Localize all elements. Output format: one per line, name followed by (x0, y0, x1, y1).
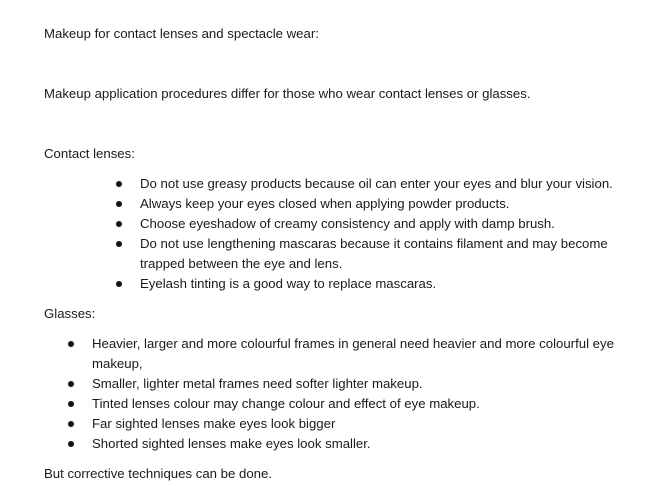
list-item-text: Do not use greasy products because oil can enter your eyes and blur your vision. (140, 176, 613, 191)
list-item (92, 334, 637, 374)
list-item (140, 194, 630, 214)
list-item-text: Always keep your eyes closed when applying powder products. (140, 196, 510, 211)
bullet-icon (68, 441, 74, 447)
list-item-text: Choose eyeshadow of creamy consistency and apply with damp brush. (140, 216, 555, 231)
glasses-list (92, 334, 637, 454)
list-item (140, 274, 630, 294)
list-item-text: Shorted sighted lenses make eyes look smaller. (92, 436, 371, 451)
glasses-label: Glasses: (44, 306, 96, 321)
bullet-icon (116, 201, 122, 207)
bullet-icon (116, 281, 122, 287)
contact-lenses-label: Contact lenses: (44, 146, 135, 161)
list-item (92, 394, 637, 414)
list-item-text: Eyelash tinting is a good way to replace mascaras. (140, 276, 437, 291)
bullet-icon (116, 241, 122, 247)
list-item (92, 414, 637, 434)
document-heading: Makeup for contact lenses and spectacle wear: (44, 26, 319, 41)
bullet-icon (68, 341, 74, 347)
contact-lenses-list (140, 174, 630, 294)
bullet-icon (68, 401, 74, 407)
intro-paragraph: Makeup application procedures differ for those who wear contact lenses or glasses. (44, 86, 531, 101)
list-item (140, 214, 630, 234)
list-item-text: Smaller, lighter metal frames need softer lighter makeup. (92, 376, 423, 391)
closing-paragraph: But corrective techniques can be done. (44, 466, 272, 481)
list-item (140, 234, 630, 274)
list-item (92, 434, 637, 454)
bullet-icon (116, 181, 122, 187)
list-item-text: Far sighted lenses make eyes look bigger (92, 416, 336, 431)
bullet-icon (116, 221, 122, 227)
list-item (140, 174, 630, 194)
list-item-text: Heavier, larger and more colourful frames in general need heavier and more colourful eye makeup, (92, 336, 614, 371)
bullet-icon (68, 381, 74, 387)
list-item (92, 374, 637, 394)
list-item-text: Tinted lenses colour may change colour and effect of eye makeup. (92, 396, 480, 411)
list-item-text: Do not use lengthening mascaras because it contains filament and may become trapped between the eye and lens. (140, 236, 608, 271)
bullet-icon (68, 421, 74, 427)
